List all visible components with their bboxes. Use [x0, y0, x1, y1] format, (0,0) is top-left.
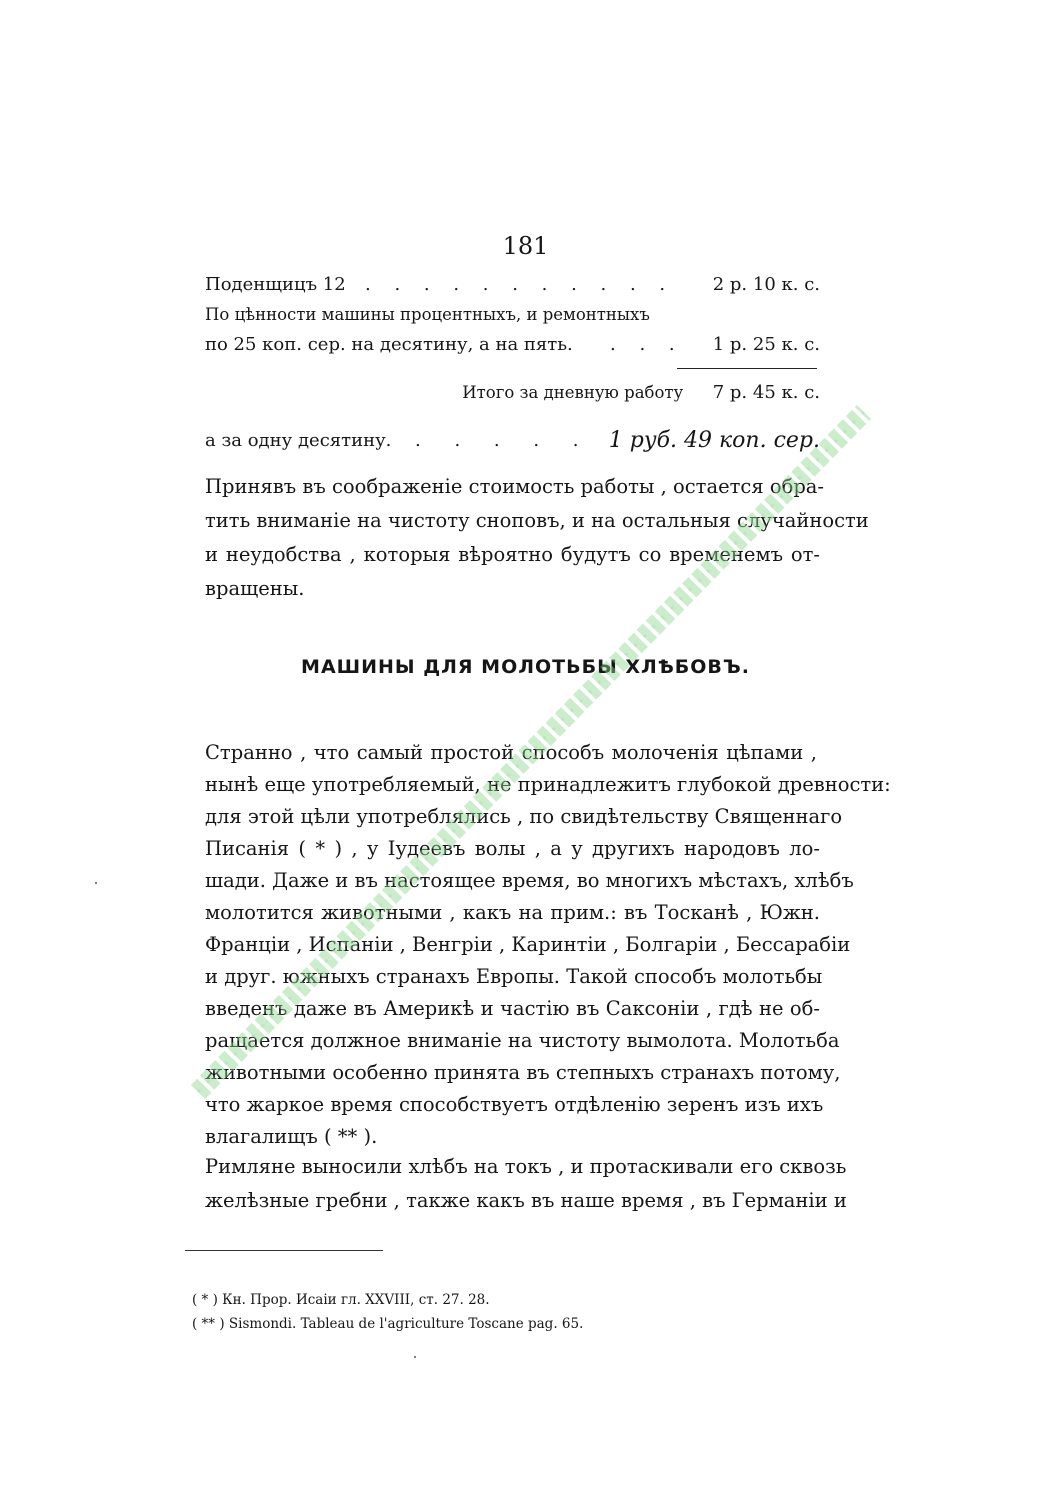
text-line: шади. Даже и въ настоящее время, во многихъ мѣстахъ, хлѣбъ: [205, 869, 854, 892]
leader-dots: . . . . . .: [415, 430, 632, 451]
leader-dots: . . . . . . . . . . .: [365, 274, 675, 295]
expense-label: по 25 коп. сер. на десятину, а на пять.: [205, 334, 573, 355]
text-line: Франціи , Испаніи , Венгріи , Каринтіи , Болгаріи , Бессарабіи: [205, 933, 851, 956]
leader-dots: . . .: [610, 334, 684, 355]
text-line: для этой цѣли употреблялись , по свидѣтельству Священнаго: [205, 805, 843, 828]
scan-speck: [414, 1356, 416, 1358]
text-line: и друг. южныхъ странахъ Европы. Такой способъ молотьбы: [205, 965, 823, 988]
per-desyatina-label: а за одну десятину.: [205, 430, 392, 451]
expense-amount: 1 р. 25 к. с.: [712, 334, 820, 355]
text-line: влагалищъ ( ** ).: [205, 1125, 378, 1148]
page-number: 181: [502, 232, 549, 260]
text-line: нынѣ еще употребляемый, не принадлежитъ глубокой древности:: [205, 773, 891, 796]
text-line: Писанія ( * ) , у Іудеевъ волы , а у другихъ народовъ ло-: [205, 837, 820, 860]
total-amount: 7 р. 45 к. с.: [712, 382, 820, 403]
expense-row: [205, 332, 820, 358]
text-line: вращены.: [205, 577, 305, 600]
text-line: желѣзные гребни , также какъ въ наше время , въ Германіи и: [205, 1189, 847, 1212]
section-title: МАШИНЫ ДЛЯ МОЛОТЬБЫ ХЛѢБОВЪ.: [301, 656, 750, 678]
text-line: и неудобства , которыя вѣроятно будутъ со временемъ от-: [205, 543, 820, 566]
expense-label: Поденщицъ 12: [205, 274, 346, 295]
text-line: Странно , что самый простой способъ молоченія цѣпами ,: [205, 741, 817, 764]
expense-amount: 2 р. 10 к. с.: [712, 274, 820, 295]
footnote: ( ** ) Sismondi. Tableau de l'agriculture Toscane pag. 65.: [192, 1316, 584, 1332]
sum-rule: [677, 368, 817, 369]
expense-label: По цѣнности машины процентныхъ, и ремонтныхъ: [205, 305, 650, 324]
total-row: [205, 382, 820, 403]
footnote: ( * ) Кн. Прор. Исаіи гл. XXVIII, ст. 27. 28.: [192, 1292, 490, 1308]
text-line: Принявъ въ соображеніе стоимость работы , остается обра-: [205, 475, 825, 498]
text-line: что жаркое время способствуетъ отдѣленію зеренъ изъ ихъ: [205, 1093, 824, 1116]
text-line: тить вниманіе на чистоту сноповъ, и на остальныя случайности: [205, 509, 869, 532]
expense-row: [205, 302, 820, 328]
per-desyatina-amount: 1 руб. 49 коп. сер.: [608, 428, 820, 453]
text-line: ращается должное вниманіе на чистоту вымолота. Молотьба: [205, 1029, 840, 1052]
per-desyatina-row: [205, 428, 820, 458]
text-line: животными особенно принята въ степныхъ странахъ потому,: [205, 1061, 841, 1084]
expense-row: [205, 272, 820, 298]
footnote-rule: [185, 1250, 383, 1251]
text-line: введенъ даже въ Америкѣ и частію въ Саксоніи , гдѣ не об-: [205, 997, 820, 1020]
total-label: Итого за дневную работу: [462, 383, 684, 402]
scan-speck: [95, 882, 97, 884]
text-line: молотится животными , какъ на прим.: въ Тосканѣ , Южн.: [205, 901, 820, 924]
text-line: Римляне выносили хлѣбъ на токъ , и протаскивали его сквозь: [205, 1155, 847, 1178]
